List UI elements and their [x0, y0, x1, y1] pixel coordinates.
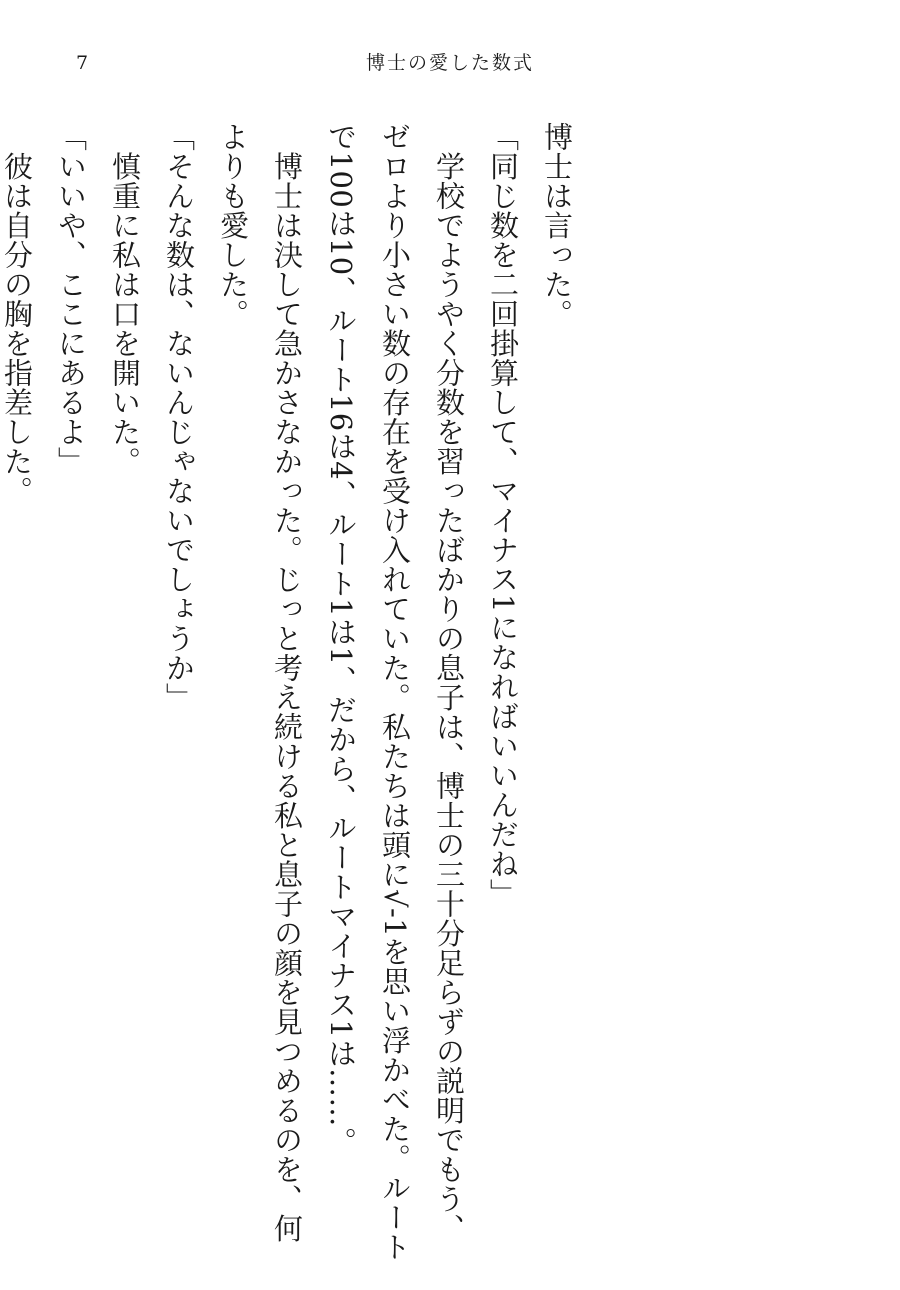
paragraph: 慎重に私は口を開いた。: [108, 122, 142, 476]
paragraph: 博士は言った。: [540, 122, 574, 329]
paragraph: 彼は自分の胸を指差した。: [0, 122, 34, 506]
paragraph: 博士は決して急かさなかった。じっと考え続ける私と息子の顔を見つめるのを、何よりも愛した。: [216, 122, 304, 1243]
paragraph: 「同じ数を二回掛算して、マイナス1になればいいんだね」: [486, 122, 520, 908]
paragraph: 「いいや、ここにあるよ」: [54, 122, 88, 476]
vertical-text-body: [0, 122, 584, 1262]
page-number: 7: [76, 52, 89, 74]
running-head: 博士の愛した数式: [365, 52, 534, 74]
paragraph: 「そんな数は、ないんじゃないでしょうか」: [162, 122, 196, 712]
paragraph: 学校でようやく分数を習ったばかりの息子は、博士の三十分足らずの説明でもう、ゼロより小さい数の存在を受け入れていた。私たちは頭に√-1を思い浮かべた。ルートで100は10、ルート16は4、ルート1は1、だから、ルートマイナス1は……。: [324, 122, 466, 1262]
